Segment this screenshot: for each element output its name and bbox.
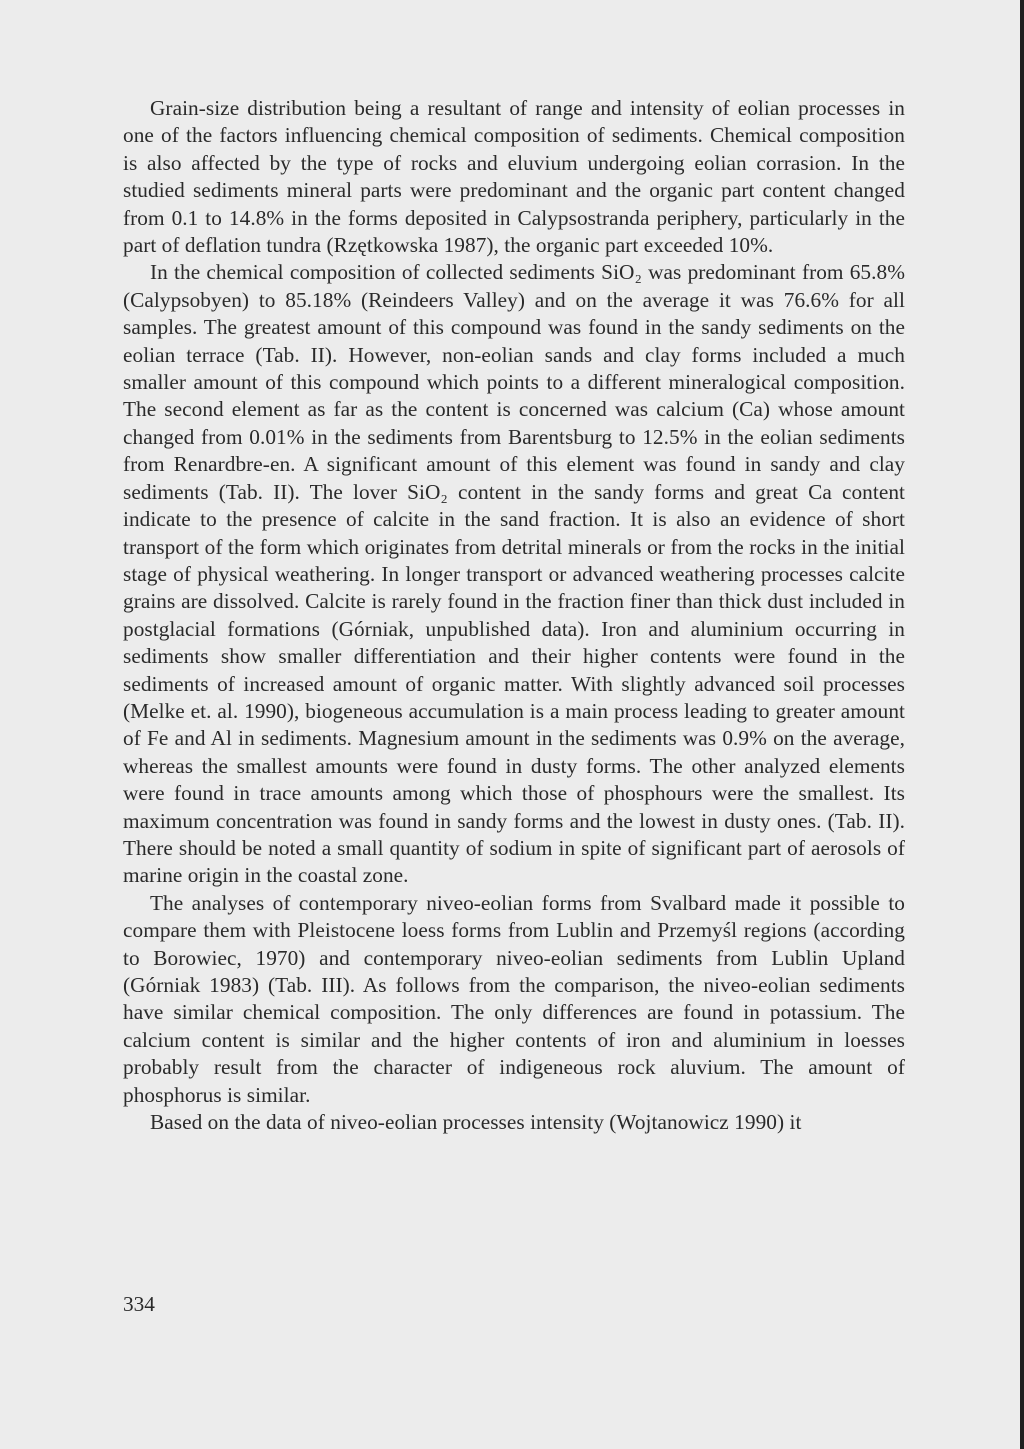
page-number: 334	[123, 1292, 155, 1316]
paragraph-4: Based on the data of niveo-eolian processes intensity (Wojtanowicz 1990) it	[150, 1110, 802, 1135]
paragraph-2: In the chemical composition of collected sediments SiO₂ was predominant from 65.8% (Calypsobyen) to 85.18% (Reindeers Valley) and on the average it was 76.6% for all samples. The greatest amount of this compound was found in the sandy sediments on the eolian terrace (Tab. II). However, non-eolian sands and clay forms included a much smaller amount of this compound which points to a different mineralogical composition. The second element as far as the content is concerned was calcium (Ca) whose amount changed from 0.01% in the sediments from Barentsburg to 12.5% in the eolian sediments from Renardbre-en. A significant amount of this element was found in sandy and clay sediments (Tab. II). The lover SiO₂ content in the sandy forms and great Ca content indicate to the presence of calcite in the sand fraction. It is also an evidence of short transport of the form which originates from detrital minerals or from the rocks in the initial stage of physical weathering. In longer transport or advanced weathering processes calcite grains are dissolved. Calcite is rarely found in the fraction finer than thick dust included in postglacial formations (Górniak, unpublished data). Iron and aluminium occurring in sediments show smaller differentiation and their higher contents were found in the sediments of increased amount of organic matter. With slightly advanced soil processes (Melke et. al. 1990), biogeneous accumulation is a main process leading to greater amount of Fe and Al in sediments. Magnesium amount in the sediments was 0.9% on the average, whereas the smallest amounts were found in dusty forms. The other analyzed elements were found in trace amounts among which those of phosphours were the smallest. Its maximum concentration was found in sandy forms and the lowest in dusty ones. (Tab. II). There should be noted a small quantity of sodium in spite of significant part of aerosols of marine origin in the coastal zone.	[123, 260, 905, 888]
body-text	[123, 95, 905, 1136]
page-edge-shadow	[1020, 0, 1024, 1449]
paragraph-1: Grain-size distribution being a resultant of range and intensity of eolian processes in one of the factors influencing chemical composition of sediments. Chemical composition is also affected by the type of rocks and eluvium undergoing eolian corrasion. In the studied sediments mineral parts were predominant and the organic part content changed from 0.1 to 14.8% in the forms deposited in Calypsostranda periphery, particularly in the part of deflation tundra (Rzętkowska 1987), the organic part exceeded 10%.	[123, 96, 905, 258]
paragraph-3: The analyses of contemporary niveo-eolian forms from Svalbard made it possible to compare them with Pleistocene loess forms from Lublin and Przemyśl regions (according to Borowiec, 1970) and contemporary niveo-eolian sediments from Lublin Upland (Górniak 1983) (Tab. III). As follows from the comparison, the niveo-eolian sediments have similar chemical composition. The only differences are found in potassium. The calcium content is similar and the higher contents of iron and aluminium in loesses probably result from the character of indigeneous rock aluvium. The amount of phosphorus is similar.	[123, 890, 905, 1107]
